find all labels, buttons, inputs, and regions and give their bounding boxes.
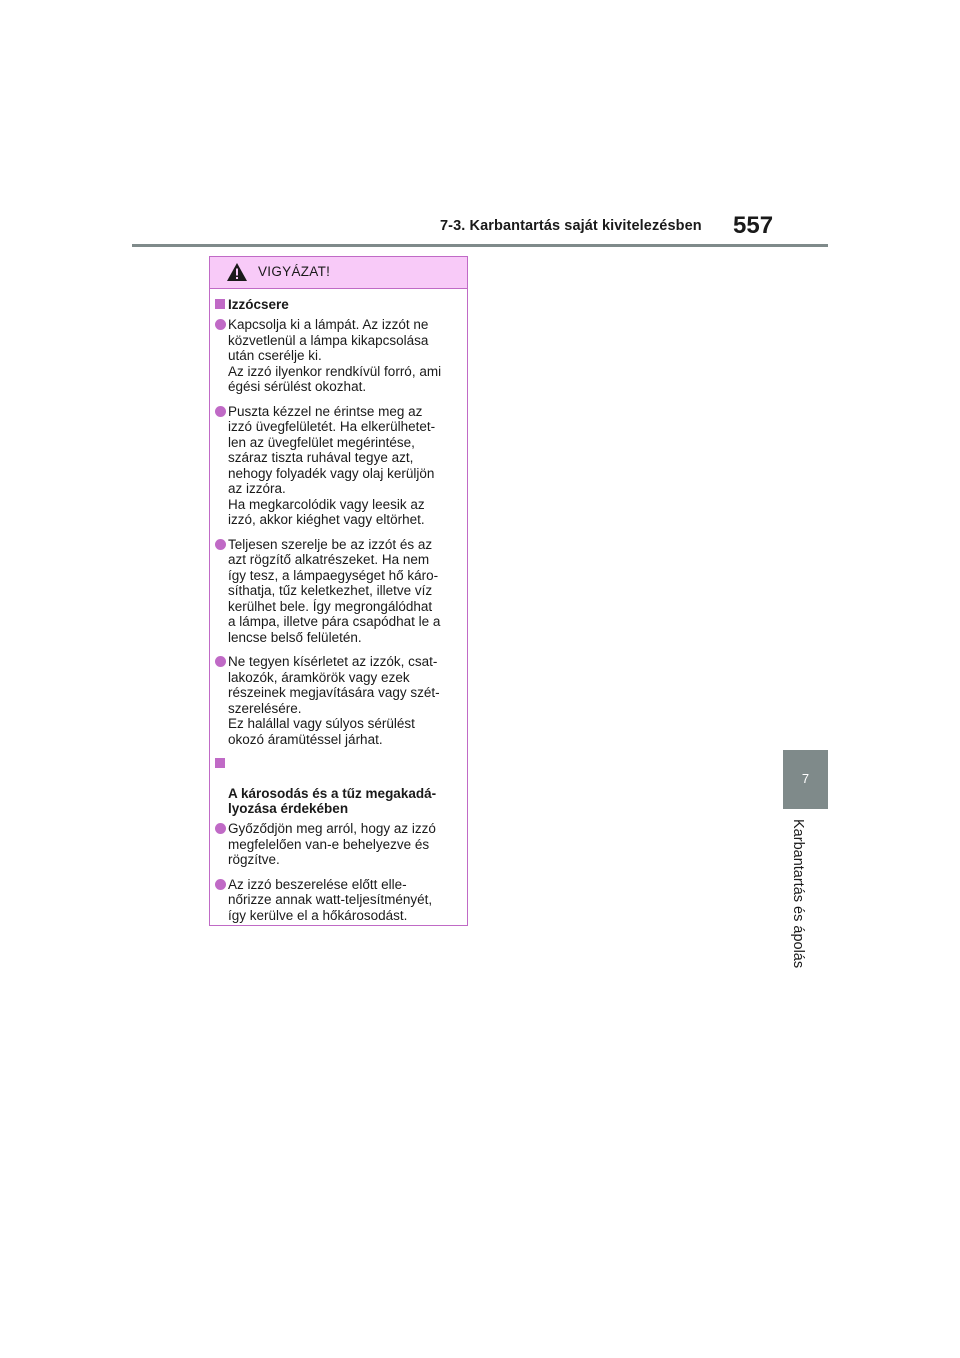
chapter-label-text: Karbantartás és ápolás — [790, 819, 806, 969]
square-bullet-icon — [215, 758, 225, 768]
warning-box — [209, 256, 468, 926]
section-heading — [215, 756, 459, 816]
warning-title: VIGYÁZAT! — [258, 264, 331, 279]
section-heading-text: A károsodás és a tűz megakadá- lyozása érdekében — [228, 786, 437, 816]
bullet-item — [215, 317, 459, 395]
circle-bullet-icon — [215, 879, 226, 890]
warning-triangle-icon — [226, 262, 248, 282]
circle-bullet-icon — [215, 406, 226, 417]
circle-bullet-icon — [215, 319, 226, 330]
bullet-text: Az izzó beszerelése előtt elle- nőrizze annak watt-teljesítményét, így kerülve el a hőkárosodást. — [228, 876, 433, 923]
section-heading — [215, 297, 459, 312]
bullet-text: Győződjön meg arról, hogy az izzó megfelelően van-e behelyezve és rögzítve. — [228, 821, 436, 867]
bullet-text: Ne tegyen kísérletet az izzók, csat- lakozók, áramkörök vagy ezek részeinek megjavítására vagy szét- szerelésére. Ez halállal vagy súlyos sérülést okozó áramütéssel járhat. — [228, 654, 440, 747]
bullet-item — [215, 404, 459, 528]
bullet-item — [215, 654, 459, 747]
chapter-label — [786, 819, 806, 989]
warning-body — [210, 289, 467, 923]
bullet-text: Puszta kézzel ne érintse meg az izzó üvegfelületét. Ha elkerülhetet- len az üvegfelület megérintése, száraz tiszta ruhával tegye azt, nehogy folyadék vagy olaj kerüljön az izzóra. Ha megkarcolódik vagy leesik az izzó, akkor kiéghet vagy eltörhet. — [228, 403, 436, 527]
bullet-item — [215, 821, 459, 868]
warning-header — [210, 257, 467, 289]
chapter-tab: 7 — [783, 750, 828, 809]
header-divider — [132, 244, 828, 247]
bullet-item — [215, 877, 459, 924]
section-heading-text: Izzócsere — [228, 297, 289, 312]
square-bullet-icon — [215, 299, 225, 309]
circle-bullet-icon — [215, 539, 226, 550]
bullet-text: Kapcsolja ki a lámpát. Az izzót ne közvetlenül a lámpa kikapcsolása után cserélje ki. Az izzó ilyenkor rendkívül forró, ami égési sérülést okozhat. — [228, 317, 442, 394]
section-title: 7-3. Karbantartás saját kivitelezésben — [440, 218, 702, 234]
circle-bullet-icon — [215, 656, 226, 667]
bullet-item — [215, 537, 459, 646]
circle-bullet-icon — [215, 823, 226, 834]
bullet-text: Teljesen szerelje be az izzót és az azt rögzítő alkatrészeket. Ha nem így tesz, a lámpaegységet hő káro- síthatja, tűz keletkezhet, illetve víz kerülhet bele. Így megrongálódhat a lámpa, illetve pára csapódhat le a lencse belső felületén. — [228, 536, 441, 645]
page-number: 557 — [733, 212, 774, 239]
